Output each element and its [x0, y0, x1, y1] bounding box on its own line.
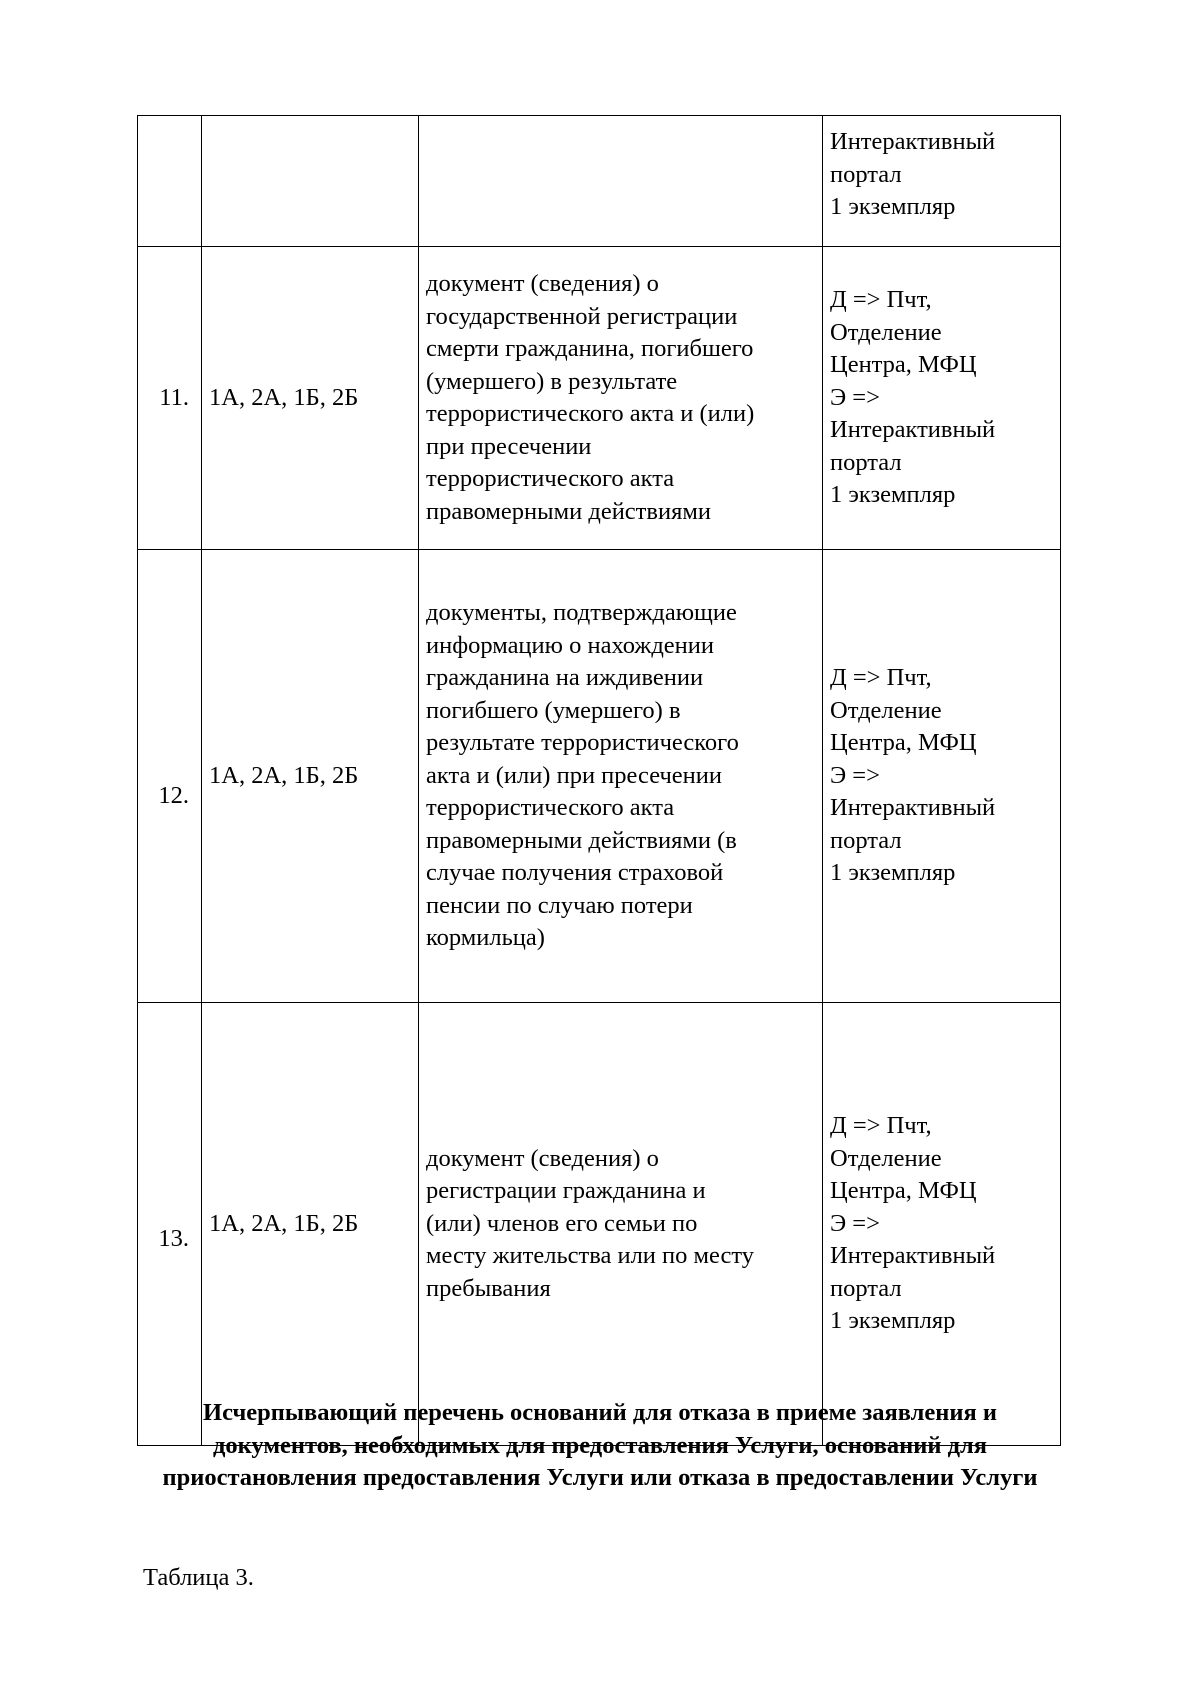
applicant-categories: 1А, 2А, 1Б, 2Б — [202, 247, 419, 550]
document-name: документы, подтверждающие информацию о нахождении гражданина на иждивении погибшего (умершего) в результате террористического акта и (или) при пресечении террористического акта правомерными действиями (в случае получения страховой пенсии по случаю потери кормильца) — [419, 550, 823, 1003]
applicant-categories: 1А, 2А, 1Б, 2Б — [202, 550, 419, 1003]
table-row — [138, 550, 1061, 1003]
document-name — [419, 116, 823, 247]
row-number: 12. — [138, 550, 202, 1003]
document-name: документ (сведения) о государственной регистрации смерти гражданина, погибшего (умершего) в результате террористического акта и (или) при пресечении террористического акта правомерными действиями — [419, 247, 823, 550]
table-row — [138, 247, 1061, 550]
section-heading: Исчерпывающий перечень оснований для отказа в приеме заявления и документов, необходимых для предоставления Услуги, оснований для приостановления предоставления Услуги или отказа в предоставлении Услуги — [162, 1399, 1038, 1491]
row-number: 13. — [138, 1003, 202, 1446]
row-number — [138, 116, 202, 247]
documents-table — [137, 115, 1061, 1446]
row-number: 11. — [138, 247, 202, 550]
submission-method: Д => Пчт, Отделение Центра, МФЦ Э => Интерактивный портал 1 экземпляр — [823, 1003, 1061, 1446]
table-row — [138, 116, 1061, 247]
table-caption: Таблица 3. — [143, 1564, 254, 1591]
submission-method: Интерактивный портал 1 экземпляр — [823, 116, 1061, 247]
submission-method: Д => Пчт, Отделение Центра, МФЦ Э => Интерактивный портал 1 экземпляр — [823, 247, 1061, 550]
applicant-categories — [202, 116, 419, 247]
applicant-categories: 1А, 2А, 1Б, 2Б — [202, 1003, 419, 1446]
document-name: документ (сведения) о регистрации гражданина и (или) членов его семьи по месту жительства или по месту пребывания — [419, 1003, 823, 1446]
table-row — [138, 1003, 1061, 1446]
submission-method: Д => Пчт, Отделение Центра, МФЦ Э => Интерактивный портал 1 экземпляр — [823, 550, 1061, 1003]
